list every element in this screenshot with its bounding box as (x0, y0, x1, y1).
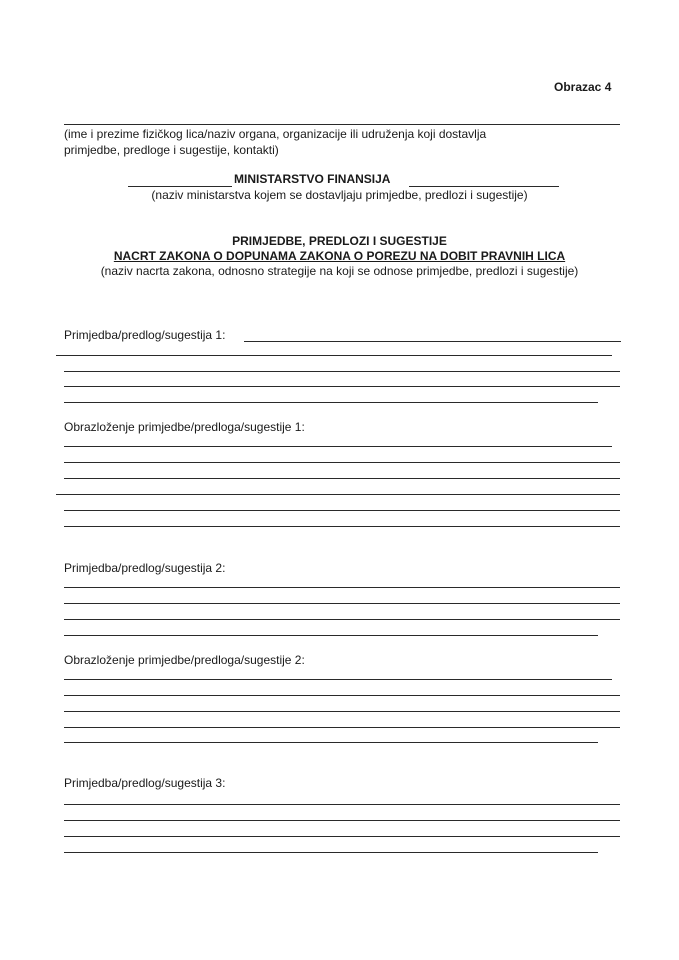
ministry-line-left (128, 186, 232, 187)
reason-2-line[interactable] (64, 742, 598, 743)
law-name: NACRT ZAKONA O DOPUNAMA ZAKONA O POREZU NA DOBIT PRAVNIH LICA (113, 249, 566, 263)
reason-1-line[interactable] (56, 494, 620, 495)
sender-caption-line1: (ime i prezime fizičkog lica/naziv organa, organizacije ili udruženja koji dostavlja (64, 127, 487, 141)
reason-1-line[interactable] (64, 478, 620, 479)
reason-1-label: Obrazloženje primjedbe/predloga/sugestije 1: (64, 420, 305, 434)
law-caption: (naziv nacrta zakona, odnosno strategije na koji se odnose primjedbe, predlozi i sugestije) (100, 264, 579, 278)
remark-1-label: Primjedba/predlog/sugestija 1: (64, 328, 226, 342)
remark-1-line[interactable] (56, 355, 612, 356)
remark-1-line[interactable] (244, 341, 621, 342)
remark-2-line[interactable] (64, 603, 620, 604)
reason-2-line[interactable] (64, 695, 620, 696)
ministry-caption: (naziv ministarstva kojem se dostavljaju primjedbe, predlozi i sugestije) (151, 188, 528, 202)
reason-1-line[interactable] (64, 446, 612, 447)
reason-1-line[interactable] (64, 510, 620, 511)
document-title: PRIMJEDBE, PREDLOZI I SUGESTIJE (232, 234, 447, 248)
remark-3-label: Primjedba/predlog/sugestija 3: (64, 776, 226, 790)
reason-2-line[interactable] (64, 679, 612, 680)
sender-caption-line2: primjedbe, predloge i sugestije, kontakti) (64, 143, 279, 157)
remark-1-line[interactable] (64, 386, 620, 387)
remark-2-line[interactable] (64, 635, 598, 636)
remark-1-line[interactable] (64, 371, 620, 372)
remark-2-label: Primjedba/predlog/sugestija 2: (64, 561, 226, 575)
reason-2-line[interactable] (64, 711, 620, 712)
remark-3-line[interactable] (64, 820, 620, 821)
remark-3-line[interactable] (64, 836, 620, 837)
ministry-name: MINISTARSTVO FINANSIJA (234, 172, 391, 186)
ministry-line-right (409, 186, 559, 187)
remark-2-line[interactable] (64, 587, 620, 588)
reason-1-line[interactable] (64, 462, 620, 463)
reason-1-line[interactable] (64, 526, 620, 527)
remark-2-line[interactable] (64, 619, 620, 620)
remark-3-line[interactable] (64, 852, 598, 853)
remark-3-line[interactable] (64, 804, 620, 805)
sender-input-line[interactable] (64, 124, 620, 125)
reason-2-line[interactable] (64, 727, 620, 728)
reason-2-label: Obrazloženje primjedbe/predloga/sugestije 2: (64, 653, 305, 667)
remark-1-line[interactable] (64, 402, 598, 403)
form-number: Obrazac 4 (554, 80, 612, 94)
